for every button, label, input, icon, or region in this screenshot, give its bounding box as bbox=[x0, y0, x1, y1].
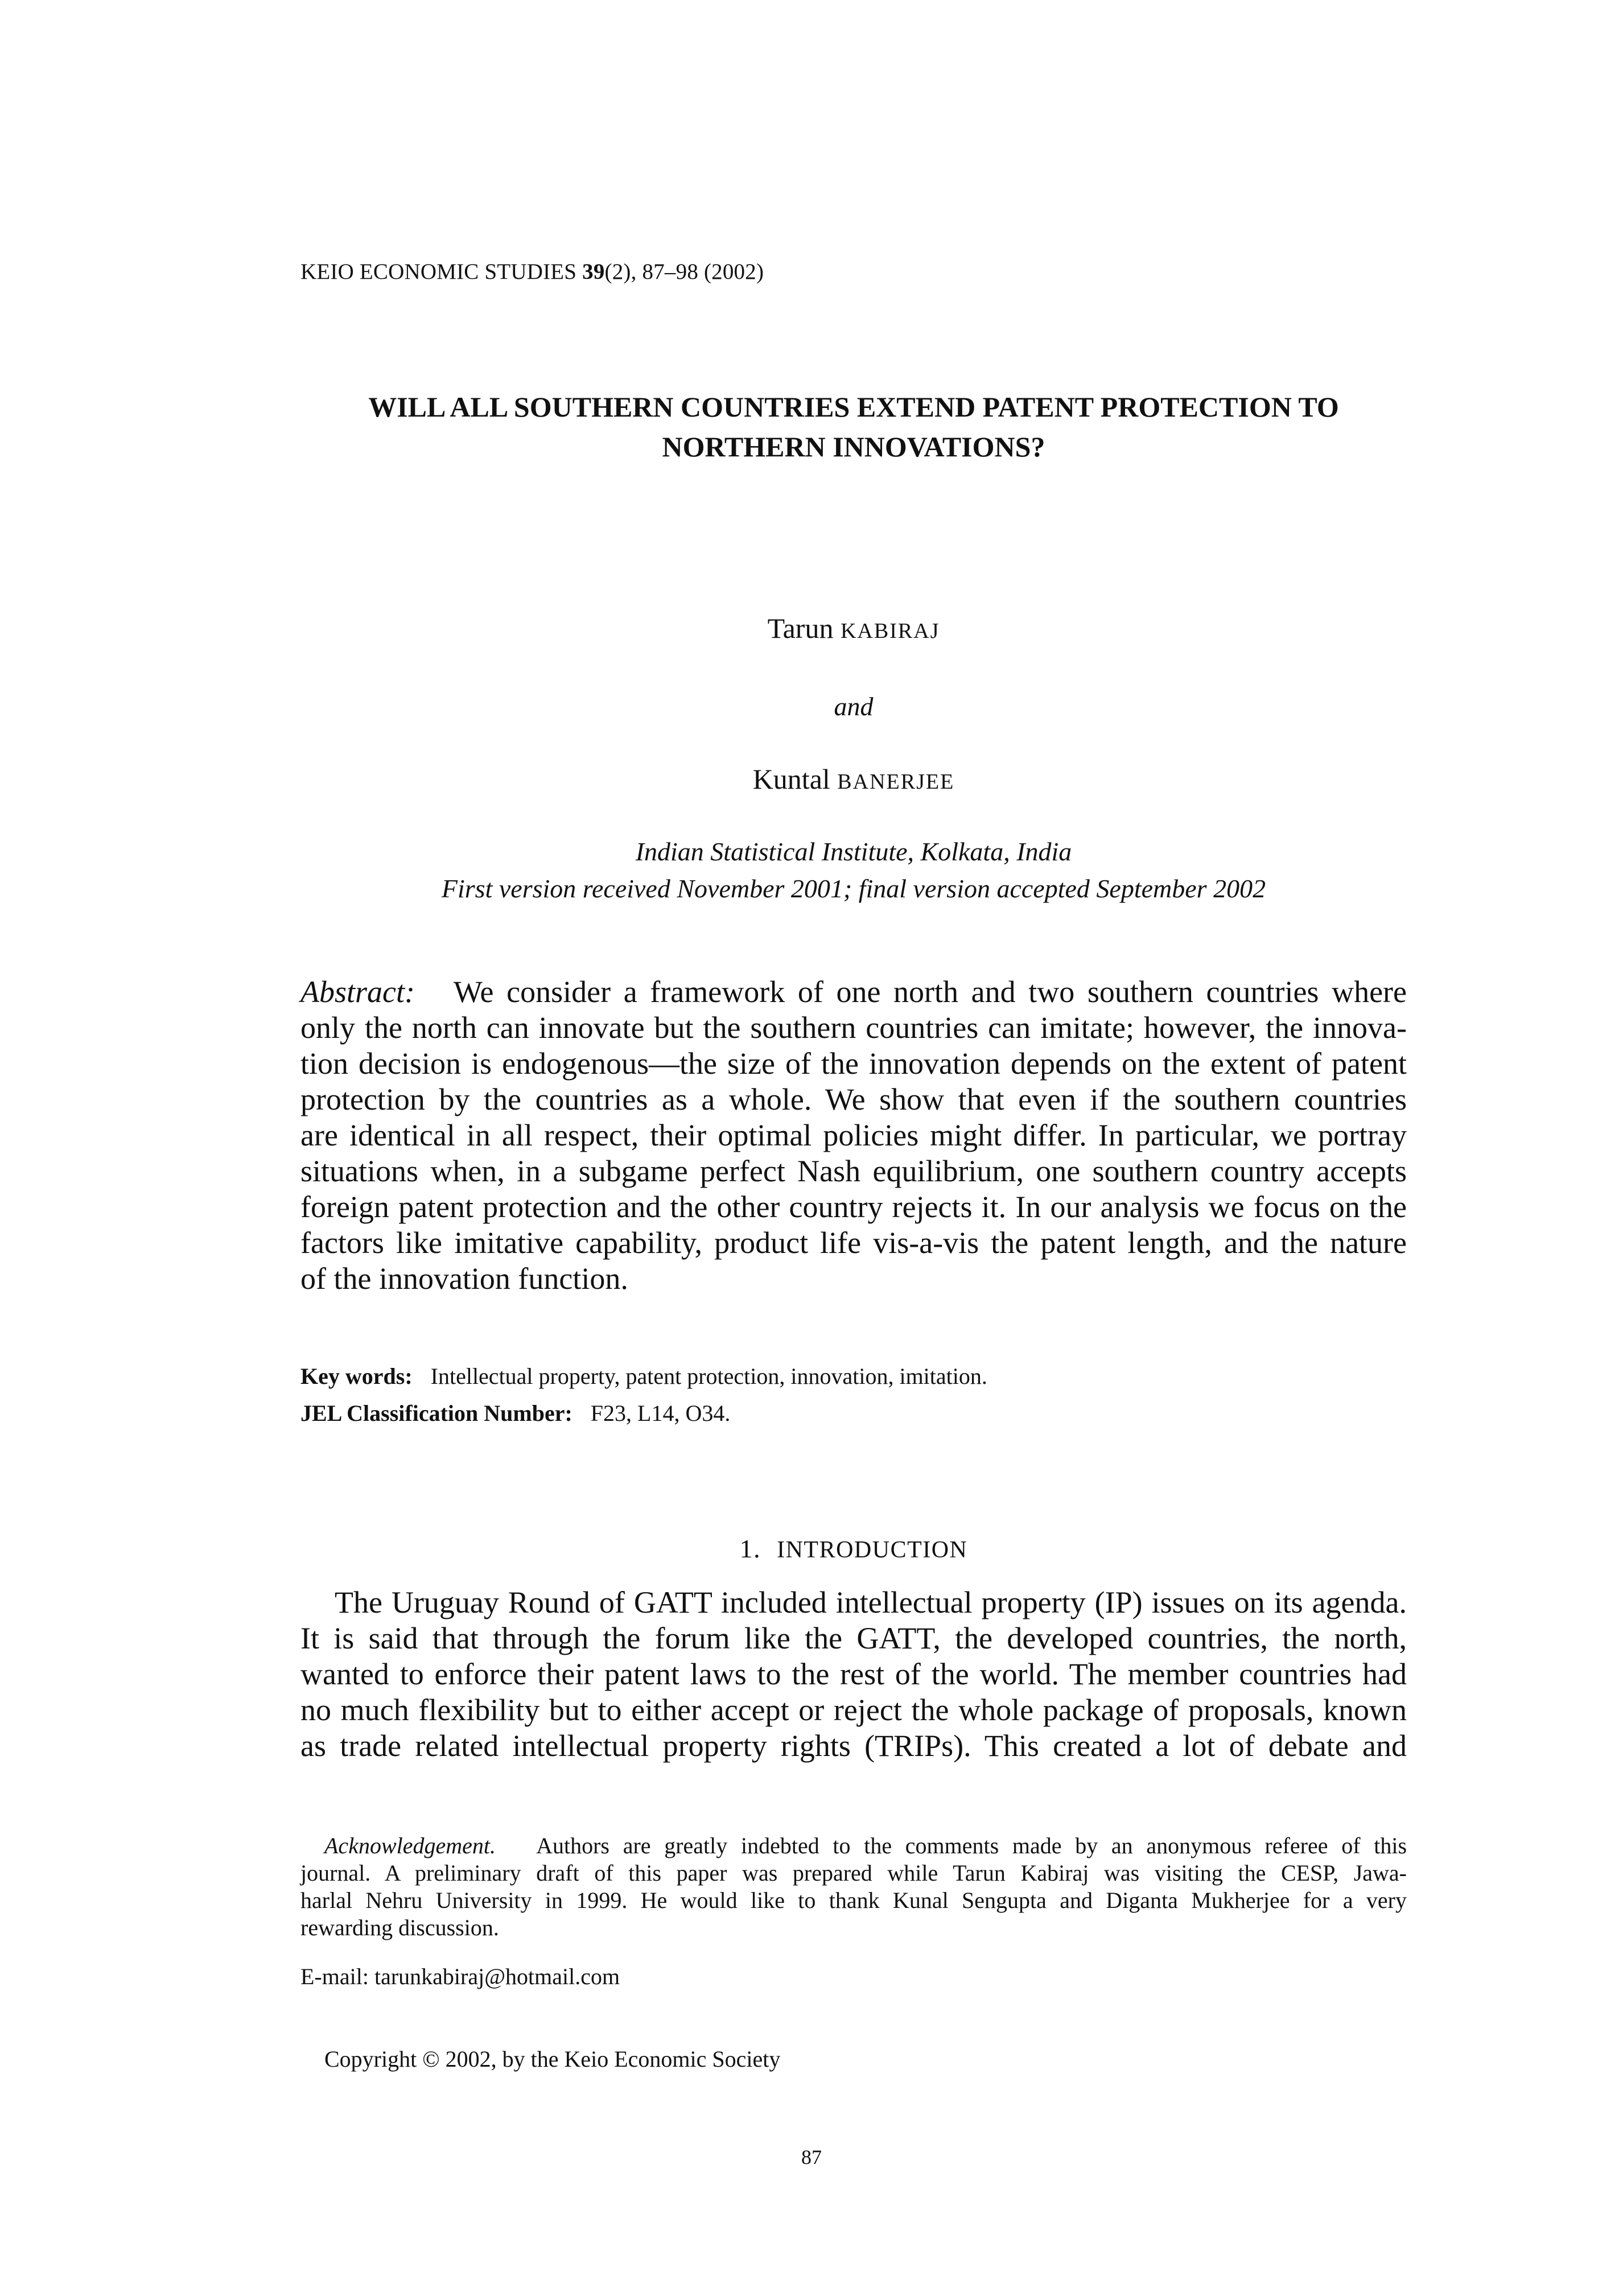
acknowledgement-line: harlal Nehru University in 1999. He would like to thank Kunal Sengupta and Diganta Mukherjee for a very bbox=[300, 1887, 1407, 1913]
page-number: 87 bbox=[801, 2146, 822, 2169]
abstract bbox=[300, 974, 1407, 1297]
abstract-line: tion decision is endogenous—the size of the innovation depends on the extent of patent bbox=[300, 1046, 1407, 1081]
abstract-line: only the north can innovate but the southern countries can imitate; however, the innova- bbox=[300, 1011, 1407, 1045]
body-line: The Uruguay Round of GATT included intellectual property (IP) issues on its agenda. bbox=[335, 1585, 1407, 1619]
author-2 bbox=[300, 762, 1407, 795]
abstract-line: foreign patent protection and the other country rejects it. In our analysis we focus on the bbox=[300, 1190, 1407, 1224]
section-number: 1. bbox=[739, 1534, 761, 1563]
acknowledgement-line: Acknowledgement. Authors are greatly indebted to the comments made by an anonymous referee of this bbox=[324, 1833, 1407, 1858]
section-title: INTRODUCTION bbox=[777, 1537, 968, 1563]
introduction-body bbox=[300, 1585, 1407, 1764]
journal-header bbox=[300, 259, 1407, 285]
author-1-first-name: Tarun bbox=[767, 612, 834, 644]
abstract-label: Abstract: bbox=[300, 975, 415, 1009]
journal-issue-pages-year: (2), 87–98 (2002) bbox=[604, 259, 764, 284]
author-conjunction: and bbox=[834, 692, 874, 721]
body-line: wanted to enforce their patent laws to the rest of the world. The member countries had bbox=[300, 1657, 1407, 1691]
contact-email[interactable]: E-mail: tarunkabiraj@hotmail.com bbox=[300, 1964, 620, 1989]
affiliation: Indian Statistical Institute, Kolkata, India bbox=[635, 837, 1072, 866]
author-2-first-name: Kuntal bbox=[752, 763, 830, 795]
received-dates: First version received November 2001; final version accepted September 2002 bbox=[441, 874, 1266, 903]
abstract-line: are identical in all respect, their optimal policies might differ. In particular, we portray bbox=[300, 1118, 1407, 1152]
title-line-1: WILL ALL SOUTHERN COUNTRIES EXTEND PATENT PROTECTION TO bbox=[368, 391, 1339, 423]
abstract-line: Abstract: We consider a framework of one north and two southern countries where bbox=[300, 975, 1407, 1009]
author-1-last-name: KABIRAJ bbox=[840, 619, 940, 643]
author-1 bbox=[300, 612, 1407, 645]
paper-title bbox=[300, 387, 1407, 467]
body-line: no much flexibility but to either accept or reject the whole package of proposals, known bbox=[300, 1693, 1407, 1727]
copyright-notice: Copyright © 2002, by the Keio Economic Society bbox=[324, 2046, 781, 2072]
body-line: It is said that through the forum like the GATT, the developed countries, the north, bbox=[300, 1621, 1407, 1655]
keywords-label: Key words: bbox=[300, 1363, 413, 1389]
journal-volume: 39 bbox=[582, 259, 605, 284]
acknowledgement-line: rewarding discussion. bbox=[300, 1915, 499, 1940]
author-2-last-name: BANERJEE bbox=[837, 770, 955, 794]
abstract-line: situations when, in a subgame perfect Nash equilibrium, one southern country accepts bbox=[300, 1154, 1407, 1188]
abstract-line: factors like imitative capability, product life vis-a-vis the patent length, and the nature bbox=[300, 1226, 1407, 1260]
journal-name: KEIO ECONOMIC STUDIES bbox=[300, 259, 577, 284]
keywords bbox=[300, 1363, 1407, 1390]
keywords-value: Intellectual property, patent protection, innovation, imitation. bbox=[430, 1363, 987, 1389]
jel-classification bbox=[300, 1400, 1407, 1427]
jel-label: JEL Classification Number: bbox=[300, 1400, 572, 1426]
acknowledgement-footnote bbox=[300, 1832, 1407, 1941]
acknowledgement-line: journal. A preliminary draft of this paper was prepared while Tarun Kabiraj was visiting the CESP, Jawa- bbox=[300, 1860, 1407, 1886]
section-heading bbox=[300, 1534, 1407, 1564]
abstract-line: of the innovation function. bbox=[300, 1262, 628, 1296]
jel-value: F23, L14, O34. bbox=[590, 1400, 731, 1426]
acknowledgement-label: Acknowledgement. bbox=[324, 1833, 496, 1858]
body-line: as trade related intellectual property rights (TRIPs). This created a lot of debate and bbox=[300, 1729, 1407, 1763]
abstract-line: protection by the countries as a whole. We show that even if the southern countries bbox=[300, 1082, 1407, 1116]
title-line-2: NORTHERN INNOVATIONS? bbox=[662, 431, 1045, 463]
